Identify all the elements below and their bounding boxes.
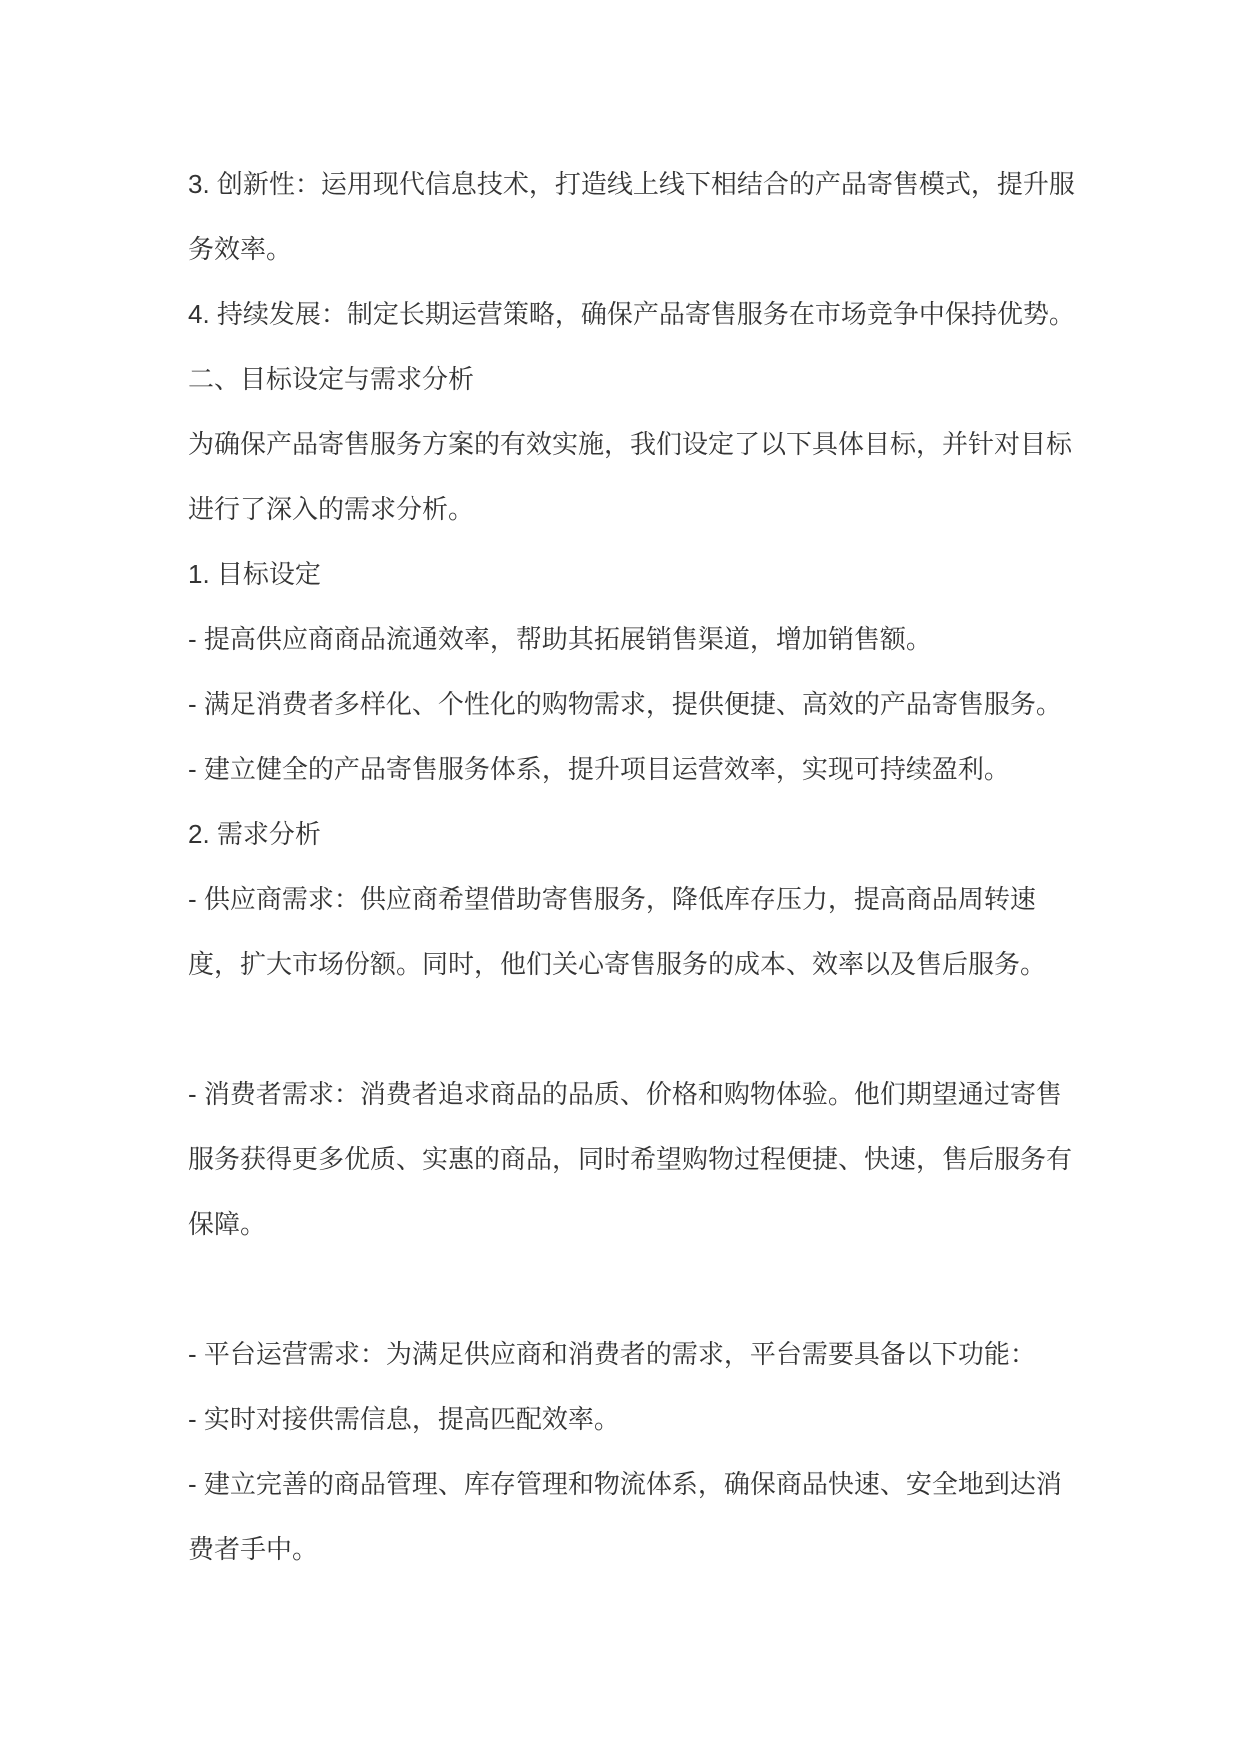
text-line: - 实时对接供需信息，提高匹配效率。: [188, 1404, 620, 1434]
text-line: - 提高供应商商品流通效率，帮助其拓展销售渠道，增加销售额。: [188, 624, 932, 654]
text-line: 费者手中。: [188, 1534, 319, 1564]
text-line: 务效率。: [188, 234, 293, 264]
blank-line: [188, 997, 1073, 1062]
text-line: - 建立健全的产品寄售服务体系，提升项目运营效率，实现可持续盈利。: [188, 754, 1010, 784]
text-line: 1. 目标设定: [188, 559, 321, 589]
text-line: 二、目标设定与需求分析: [188, 364, 475, 394]
text-line: 4. 持续发展：制定长期运营策略，确保产品寄售服务在市场竞争中保持优势。: [188, 299, 1075, 329]
text-line: 度，扩大市场份额。同时，他们关心寄售服务的成本、效率以及售后服务。: [188, 949, 1047, 979]
text-line: 2. 需求分析: [188, 819, 321, 849]
text-block: [188, 152, 1073, 1582]
text-line: 保障。: [188, 1209, 267, 1239]
text-line: 服务获得更多优质、实惠的商品，同时希望购物过程便捷、快速，售后服务有: [188, 1144, 1073, 1174]
text-line: 进行了深入的需求分析。: [188, 494, 475, 524]
blank-line: [188, 1257, 1073, 1322]
text-line: - 建立完善的商品管理、库存管理和物流体系，确保商品快速、安全地到达消: [188, 1469, 1062, 1499]
text-line: - 消费者需求：消费者追求商品的品质、价格和购物体验。他们期望通过寄售: [188, 1079, 1062, 1109]
text-line: - 平台运营需求：为满足供应商和消费者的需求，平台需要具备以下功能：: [188, 1339, 1036, 1369]
text-line: - 供应商需求：供应商希望借助寄售服务，降低库存压力，提高商品周转速: [188, 884, 1036, 914]
text-line: 3. 创新性：运用现代信息技术，打造线上线下相结合的产品寄售模式，提升服: [188, 169, 1075, 199]
text-line: 为确保产品寄售服务方案的有效实施，我们设定了以下具体目标，并针对目标: [188, 429, 1073, 459]
text-line: - 满足消费者多样化、个性化的购物需求，提供便捷、高效的产品寄售服务。: [188, 689, 1062, 719]
